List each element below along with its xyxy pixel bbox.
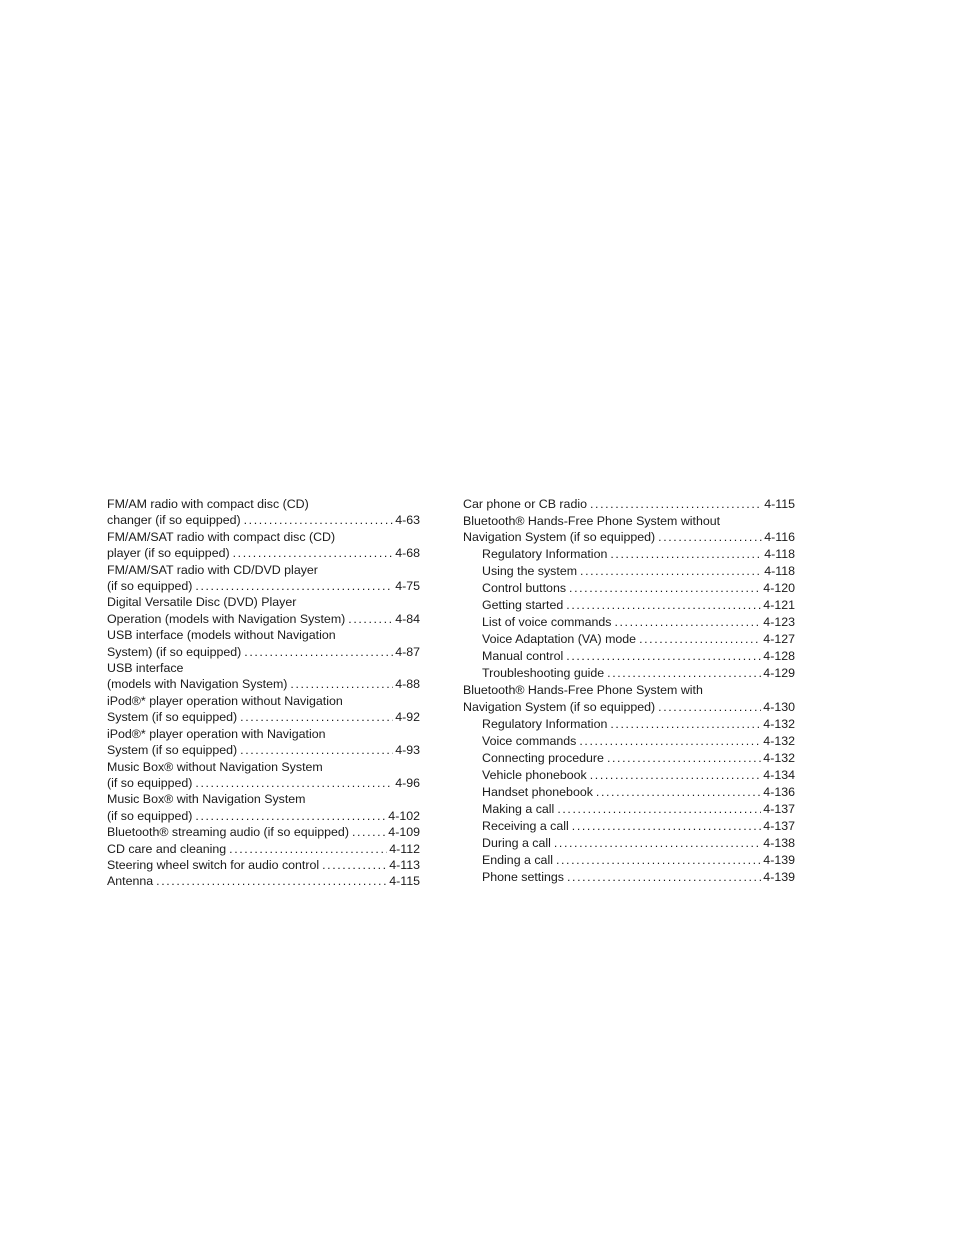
dot-leader <box>607 750 761 766</box>
toc-subentry <box>463 750 795 766</box>
toc-entry <box>107 857 420 873</box>
toc-entry-title-line: (if so equipped) <box>107 775 193 790</box>
dot-leader <box>590 767 762 783</box>
toc-entry-title-line: Music Box® with Navigation System <box>107 792 306 807</box>
toc-entry-title-line: System (if so equipped) <box>107 710 238 725</box>
toc-entry-title-line: Bluetooth® streaming audio (if so equipped) <box>107 825 349 840</box>
toc-entry-title-line: (models with Navigation System) <box>107 677 288 692</box>
toc-entry-title-line: During a call <box>482 835 551 850</box>
toc-entry-title-line: Operation (models with Navigation System) <box>107 611 346 626</box>
toc-entry-row <box>482 597 795 613</box>
toc-entry-title-line: Navigation System (if so equipped) <box>463 530 656 545</box>
toc-entry-title-line: FM/AM/SAT radio with compact disc (CD) <box>107 529 336 544</box>
toc-subentry <box>463 835 795 851</box>
toc-page-number: 4-132 <box>763 716 795 731</box>
toc-page-number: 4-115 <box>389 874 420 889</box>
toc-page-number: 4-137 <box>763 818 795 833</box>
toc-page-number: 4-121 <box>763 598 795 613</box>
toc-entry <box>107 529 420 562</box>
toc-entry-row <box>482 835 795 851</box>
toc-entry-title-line: Navigation System (if so equipped) <box>463 699 656 714</box>
toc-entry <box>107 693 420 726</box>
toc-subentry <box>463 801 795 817</box>
toc-column-right <box>463 496 795 886</box>
toc-subentry <box>463 665 795 681</box>
toc-entry-title-line: (if so equipped) <box>107 579 193 594</box>
dot-leader <box>195 775 393 791</box>
toc-entry <box>107 594 420 627</box>
toc-page-number: 4-139 <box>763 869 795 884</box>
toc-entry-title-line: List of voice commands <box>482 615 612 630</box>
toc-entry <box>107 496 420 529</box>
toc-entry-row <box>482 818 795 834</box>
toc-entry-row <box>482 631 795 647</box>
dot-leader <box>566 648 761 664</box>
toc-entry-title-line: Regulatory Information <box>482 547 608 562</box>
dot-leader <box>590 496 762 512</box>
toc-entry-title-line: iPod®* player operation with Navigation <box>107 726 326 741</box>
toc-page-number: 4-112 <box>389 841 420 856</box>
toc-entry-title-line: Connecting procedure <box>482 750 604 765</box>
dot-leader <box>348 611 393 627</box>
dot-leader <box>566 597 761 613</box>
toc-page-number: 4-92 <box>395 710 420 725</box>
toc-entry-row <box>107 775 420 791</box>
toc-page-number: 4-132 <box>763 733 795 748</box>
dot-leader <box>579 733 761 749</box>
toc-entry <box>107 791 420 824</box>
dot-leader <box>240 742 393 758</box>
dot-leader <box>195 808 386 824</box>
toc-entry-title-line: Antenna <box>107 874 154 889</box>
toc-subentry <box>463 648 795 664</box>
toc-subentry <box>463 852 795 868</box>
toc-entry-row <box>107 873 420 889</box>
toc-entry-row <box>107 512 420 528</box>
toc-entry-title-line: Digital Versatile Disc (DVD) Player <box>107 595 297 610</box>
toc-entry-title-line: player (if so equipped) <box>107 546 230 561</box>
toc-page-number: 4-134 <box>763 767 795 782</box>
toc-entry-row <box>463 496 795 512</box>
toc-subentry <box>463 614 795 630</box>
toc-entry-row <box>107 644 420 660</box>
dot-leader <box>554 835 761 851</box>
toc-subentry <box>463 716 795 732</box>
toc-entry-row <box>107 808 420 824</box>
toc-page-number: 4-137 <box>763 801 795 816</box>
dot-leader <box>244 512 394 528</box>
toc-page-number: 4-87 <box>395 644 420 659</box>
toc-subentry <box>463 869 795 885</box>
toc-subentry <box>463 784 795 800</box>
dot-leader <box>156 873 387 889</box>
toc-page-number: 4-123 <box>763 615 795 630</box>
toc-column-left <box>107 496 420 890</box>
dot-leader <box>610 546 762 562</box>
toc-entry <box>107 824 420 840</box>
toc-subentry <box>463 546 795 562</box>
toc-page-number: 4-128 <box>763 649 795 664</box>
dot-leader <box>596 784 761 800</box>
toc-entry-title-line: (if so equipped) <box>107 808 193 823</box>
toc-entry-title-line: Using the system <box>482 564 578 579</box>
toc-entry <box>107 759 420 792</box>
toc-entry-row <box>107 709 420 725</box>
dot-leader <box>614 614 761 630</box>
toc-entry-row <box>107 824 420 840</box>
toc-page-number: 4-118 <box>764 547 795 562</box>
toc-entry-title-line: Troubleshooting guide <box>482 666 605 681</box>
dot-leader <box>244 644 393 660</box>
toc-page-number: 4-138 <box>763 835 795 850</box>
toc-page-number: 4-93 <box>395 743 420 758</box>
dot-leader <box>569 580 761 596</box>
dot-leader <box>240 709 393 725</box>
dot-leader <box>352 824 386 840</box>
toc-entry-row <box>107 841 420 857</box>
toc-entry-title-line: iPod®* player operation without Navigation <box>107 693 343 708</box>
toc-entry-row <box>482 665 795 681</box>
dot-leader <box>557 801 761 817</box>
toc-entry-row <box>482 716 795 732</box>
toc-entry-title-line: System (if so equipped) <box>107 743 238 758</box>
toc-entry-title-line: Music Box® without Navigation System <box>107 759 323 774</box>
toc-page-number: 4-120 <box>763 581 795 596</box>
toc-entry-row <box>482 733 795 749</box>
dot-leader <box>572 818 762 834</box>
toc-page-number: 4-68 <box>395 546 420 561</box>
dot-leader <box>580 563 762 579</box>
toc-entry <box>107 562 420 595</box>
toc-entry-title-line: Phone settings <box>482 869 564 884</box>
toc-page-number: 4-129 <box>763 666 795 681</box>
toc-entry-row <box>482 614 795 630</box>
dot-leader <box>233 545 394 561</box>
dot-leader <box>556 852 761 868</box>
toc-page-number: 4-75 <box>395 579 420 594</box>
toc-entry-title-line: Voice Adaptation (VA) mode <box>482 632 637 647</box>
dot-leader <box>290 676 393 692</box>
toc-entry-title-line: Manual control <box>482 649 564 664</box>
dot-leader <box>639 631 761 647</box>
toc-entry <box>463 513 795 546</box>
dot-leader <box>658 529 762 545</box>
toc-page-number: 4-118 <box>764 564 795 579</box>
toc-page-number: 4-116 <box>764 530 795 545</box>
toc-page-number: 4-113 <box>389 857 420 872</box>
toc-entry-row <box>107 578 420 594</box>
toc-entry <box>107 627 420 660</box>
toc-page-number: 4-115 <box>764 497 795 511</box>
toc-subentry <box>463 563 795 579</box>
toc-subentry <box>463 818 795 834</box>
toc-page-number: 4-84 <box>395 611 420 626</box>
dot-leader <box>567 869 761 885</box>
toc-entry <box>463 682 795 715</box>
toc-entry-row <box>482 869 795 885</box>
toc-entry-title-line: Handset phonebook <box>482 784 593 799</box>
toc-entry-row <box>107 611 420 627</box>
toc-entry-title-line: System) (if so equipped) <box>107 644 242 659</box>
toc-entry-title-line: Steering wheel switch for audio control <box>107 857 320 872</box>
toc-entry-title-line: Bluetooth® Hands-Free Phone System with <box>463 683 703 698</box>
dot-leader <box>607 665 761 681</box>
toc-entry-title-line: Control buttons <box>482 581 567 596</box>
toc-entry-title-line: Ending a call <box>482 852 553 867</box>
toc-entry-row <box>107 857 420 873</box>
dot-leader <box>229 841 387 857</box>
toc-page-number: 4-102 <box>388 808 420 823</box>
toc-entry-title-line: USB interface <box>107 661 184 676</box>
toc-entry-row <box>482 546 795 562</box>
toc-page-number: 4-88 <box>395 677 420 692</box>
toc-page-number: 4-132 <box>763 750 795 765</box>
toc-entry-title-line: Making a call <box>482 801 555 816</box>
toc-entry-row <box>482 784 795 800</box>
toc-page-number: 4-130 <box>763 699 795 714</box>
toc-entry-title-line: Bluetooth® Hands-Free Phone System without <box>463 514 721 528</box>
toc-entry-row <box>482 750 795 766</box>
toc-entry-title-line: USB interface (models without Navigation <box>107 628 336 643</box>
toc-entry <box>463 496 795 512</box>
toc-entry-row <box>482 580 795 596</box>
toc-entry-row <box>107 545 420 561</box>
toc-entry-title-line: Receiving a call <box>482 818 569 833</box>
toc-entry-row <box>107 742 420 758</box>
toc-page-number: 4-96 <box>395 775 420 790</box>
dot-leader <box>195 578 393 594</box>
toc-entry-row <box>463 529 795 545</box>
toc-page-number: 4-139 <box>763 852 795 867</box>
toc-entry <box>107 841 420 857</box>
toc-page-number: 4-127 <box>763 632 795 647</box>
toc-entry <box>107 873 420 889</box>
toc-entry-row <box>482 852 795 868</box>
toc-entry-row <box>482 767 795 783</box>
toc-entry-row <box>463 699 795 715</box>
toc-subentry <box>463 733 795 749</box>
dot-leader <box>658 699 761 715</box>
toc-entry-title-line: CD care and cleaning <box>107 841 227 856</box>
toc-page-number: 4-63 <box>395 513 420 528</box>
toc-entry-row <box>482 648 795 664</box>
toc-entry-title-line: FM/AM radio with compact disc (CD) <box>107 497 309 511</box>
toc-page-number: 4-109 <box>388 825 420 840</box>
toc-subentry <box>463 767 795 783</box>
toc-entry-title-line: Car phone or CB radio <box>463 497 587 511</box>
toc-entry-row <box>482 563 795 579</box>
toc-entry-row <box>107 676 420 692</box>
toc-entry-row <box>482 801 795 817</box>
toc-entry-title-line: Voice commands <box>482 733 577 748</box>
toc-entry-title-line: changer (if so equipped) <box>107 513 241 528</box>
dot-leader <box>610 716 761 732</box>
toc-entry <box>107 726 420 759</box>
toc-subentry <box>463 580 795 596</box>
toc-entry <box>107 660 420 693</box>
dot-leader <box>322 857 387 873</box>
toc-subentry <box>463 597 795 613</box>
toc-entry-title-line: Getting started <box>482 598 564 613</box>
toc-page-number: 4-136 <box>763 784 795 799</box>
toc-subentry <box>463 631 795 647</box>
toc-entry-title-line: Vehicle phonebook <box>482 767 587 782</box>
toc-entry-title-line: Regulatory Information <box>482 716 608 731</box>
toc-entry-title-line: FM/AM/SAT radio with CD/DVD player <box>107 562 318 577</box>
